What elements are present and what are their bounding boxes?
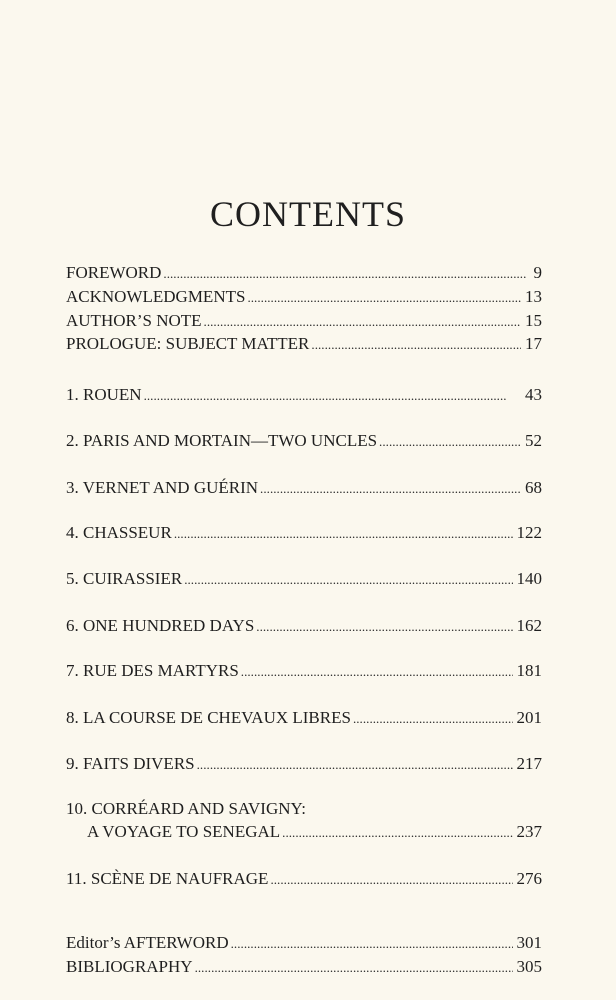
toc-entry-foreword[interactable]: [66, 262, 542, 285]
dot-leader: [144, 384, 521, 407]
toc-entry-chapter-6[interactable]: [66, 615, 542, 638]
toc-entry-chapter-4[interactable]: [66, 522, 542, 545]
toc-entry-page: 9: [533, 263, 542, 282]
dot-leader: [260, 477, 521, 500]
toc-entry-label: 1. ROUEN: [66, 385, 142, 404]
toc-entry-label: 6. ONE HUNDRED DAYS: [66, 616, 255, 635]
toc-entry-label: ACKNOWLEDGMENTS: [66, 287, 246, 306]
toc-entry-label: 7. RUE DES MARTYRS: [66, 661, 239, 680]
toc-entry-page: 301: [516, 933, 542, 952]
dot-leader: [231, 932, 513, 955]
dot-leader: [282, 821, 512, 844]
dot-leader: [311, 333, 521, 356]
toc-entry-page: 305: [516, 957, 542, 976]
dot-leader: [256, 615, 512, 638]
toc-entry-page: 162: [516, 616, 542, 635]
toc-entry-label: 5. CUIRASSIER: [66, 569, 183, 588]
dot-leader: [247, 286, 521, 309]
toc-entry-page: 52: [525, 431, 542, 450]
dot-leader: [197, 753, 513, 776]
toc-entry-label: 8. LA COURSE DE CHEVAUX LIBRES: [66, 708, 351, 727]
toc-entry-page: 140: [516, 569, 542, 588]
toc-entry-page: 217: [516, 754, 542, 773]
toc-entry-authors-note[interactable]: [66, 310, 542, 333]
dot-leader: [204, 310, 521, 333]
toc-entry-page: 181: [516, 661, 542, 680]
toc-entry-chapter-9[interactable]: [66, 753, 542, 776]
toc-entry-label: Editor’s AFTERWORD: [66, 933, 229, 952]
toc-entry-chapter-10[interactable]: [66, 821, 542, 844]
dot-leader: [195, 956, 513, 979]
dot-leader: [379, 430, 521, 453]
toc-entry-label: AUTHOR’S NOTE: [66, 311, 202, 330]
toc-entry-prologue[interactable]: [66, 333, 542, 356]
toc-entry-chapter-3[interactable]: [66, 477, 542, 500]
toc-entry-bibliography[interactable]: [66, 956, 542, 979]
toc-entry-page: 15: [525, 311, 542, 330]
toc-entry-label: 2. PARIS AND MORTAIN—TWO UNCLES: [66, 431, 378, 450]
dot-leader: [353, 707, 513, 730]
toc-entry-page: 43: [525, 385, 542, 404]
dot-leader: [270, 868, 512, 891]
toc-entry-page: 17: [525, 334, 542, 353]
toc-entry-chapter-1[interactable]: [66, 384, 542, 407]
dot-leader: [241, 660, 513, 683]
toc-entry-label: 11. SCÈNE DE NAUFRAGE: [66, 869, 269, 888]
toc-entry-chapter-11[interactable]: [66, 868, 542, 891]
toc-entry-page: 276: [516, 869, 542, 888]
toc-entry-chapter-10-line1[interactable]: 10. CORRÉARD AND SAVIGNY:: [66, 799, 306, 818]
toc-entry-chapter-5[interactable]: [66, 568, 542, 591]
toc-entry-chapter-8[interactable]: [66, 707, 542, 730]
dot-leader: [163, 262, 529, 285]
toc-entry-page: 68: [525, 478, 542, 497]
toc-entry-chapter-7[interactable]: [66, 660, 542, 683]
toc-entry-label: A VOYAGE TO SENEGAL: [87, 822, 281, 841]
toc-entry-page: 237: [516, 822, 542, 841]
toc-entry-label: 9. FAITS DIVERS: [66, 754, 195, 773]
toc-entry-label: 4. CHASSEUR: [66, 523, 172, 542]
toc-entry-page: 122: [516, 523, 542, 542]
dot-leader: [184, 568, 512, 591]
toc-entry-label: PROLOGUE: SUBJECT MATTER: [66, 334, 310, 353]
page-title: CONTENTS: [210, 194, 406, 234]
dot-leader: [174, 522, 513, 545]
toc-entry-chapter-2[interactable]: [66, 430, 542, 453]
toc-entry-label: 3. VERNET AND GUÉRIN: [66, 478, 259, 497]
toc-entry-acknowledgments[interactable]: [66, 286, 542, 309]
toc-entry-afterword[interactable]: [66, 932, 542, 955]
toc-entry-page: 201: [516, 708, 542, 727]
toc-entry-label: BIBLIOGRAPHY: [66, 957, 193, 976]
toc-entry-page: 13: [525, 287, 542, 306]
toc-entry-label: FOREWORD: [66, 263, 162, 282]
